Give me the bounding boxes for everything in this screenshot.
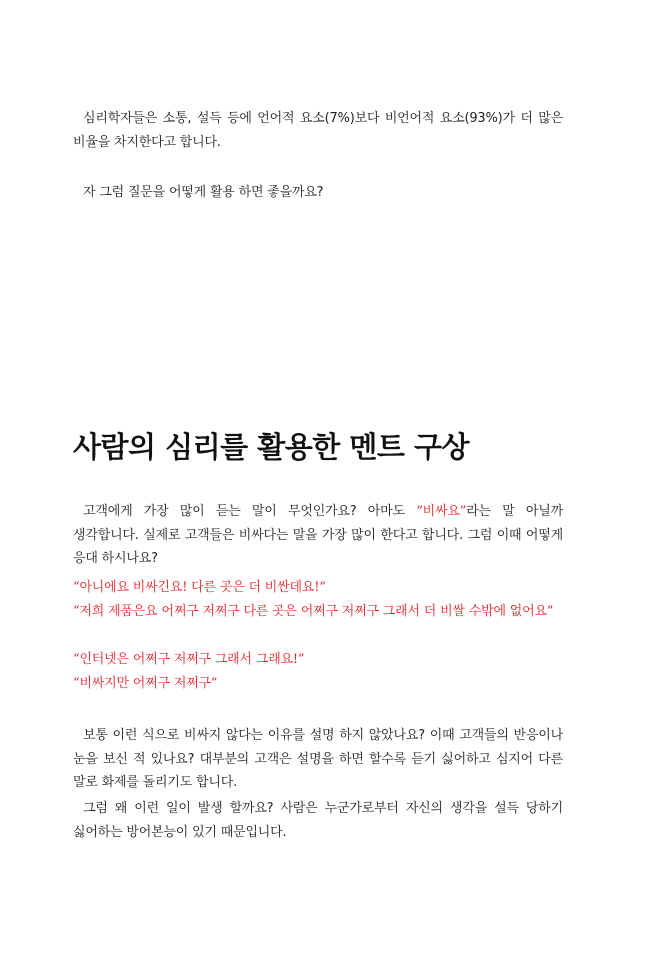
quote-line-4: “비싸지만 어쩌구 저쩌구” <box>73 676 218 691</box>
quote-line-2: “저희 제품은요 어쩌구 저쩌구 다른 곳은 어쩌구 저쩌구 그래서 더 비쌀 수밖에 없어요” <box>73 604 554 619</box>
intro-paragraph-2: 자 그럼 질문을 어떻게 활용 하면 좋을까요? <box>83 185 324 200</box>
section-paragraph-1 <box>73 500 563 571</box>
section-paragraph-3: 그럼 왜 이런 일이 발생 할까요? 사람은 누군가로부터 자신의 생각을 설득 당하기 싫어하는 방어본능이 있기 때문입니다. <box>73 801 563 840</box>
quote-line-1: “아니에요 비싸긴요! 다른 곳은 더 비싼데요!” <box>73 580 326 595</box>
highlight-expensive: “비싸요” <box>416 504 467 519</box>
intro-paragraph-1: 심리학자들은 소통, 설득 등에 언어적 요소(7%)보다 비언어적 요소(93%)가 더 많은 비율을 차지한다고 합니다. <box>73 111 563 150</box>
paragraph-1-text-before: 고객에게 가장 많이 듣는 말이 무엇인가요? 아마도 <box>83 504 417 519</box>
section-title: 사람의 심리를 활용한 멘트 구상 <box>73 430 470 464</box>
section-paragraph-2: 보통 이런 식으로 비싸지 않다는 이유를 설명 하지 않았나요? 이때 고객들의 반응이나 눈을 보신 적 있나요? 대부분의 고객은 설명을 하면 할수록 듣기 싫어하고 심지어 다른 말로 화제를 돌리기도 합니다. <box>73 728 563 790</box>
quote-line-3: “인터넷은 어쩌구 저쩌구 그래서 그래요!” <box>73 652 305 667</box>
paragraph-1-text-after: 라는 말 아닐까 생각합니다. 실제로 고객들은 비싸다는 말을 가장 많이 한다고 합니다. 그럼 이때 어떻게 응대 하시나요? <box>73 504 564 566</box>
